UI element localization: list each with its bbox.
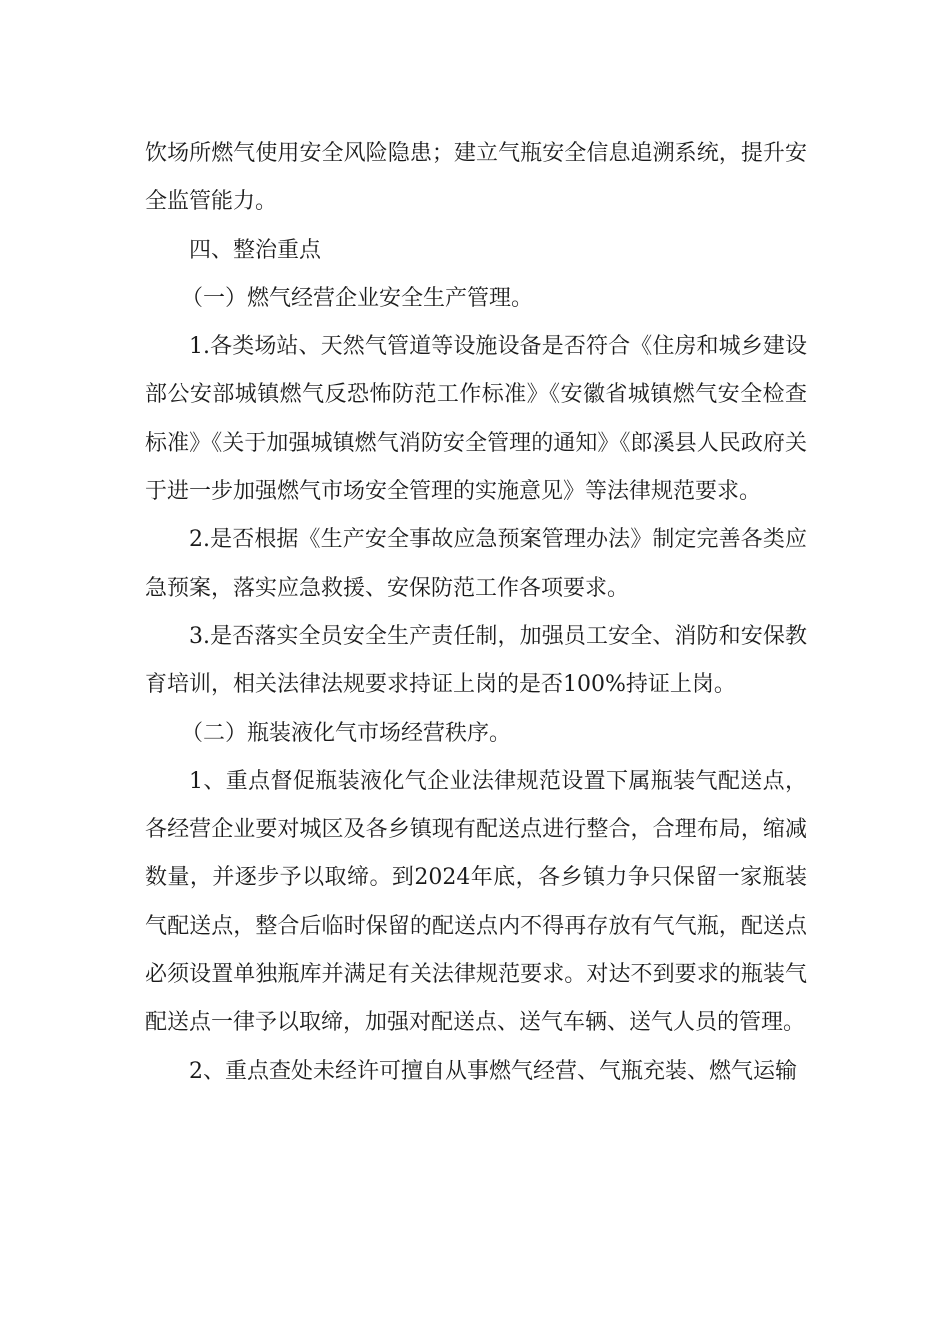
- paragraph-continuation: 饮场所燃气使用安全风险隐患；建立气瓶安全信息追溯系统，提升安全监管能力。: [145, 141, 807, 215]
- paragraph-item-1-1: 1.各类场站、天然气管道等设施设备是否符合《住房和城乡建设部公安部城镇燃气反恐怖防范工作标准》《安徽省城镇燃气安全检查标准》《关于加强城镇燃气消防安全管理的通知》《郎溪县人民政府关于进一步加强燃气市场安全管理的实施意见》等法律规范要求。: [145, 334, 807, 505]
- subsection-heading-2: （二）瓶装液化气市场经营秩序。: [181, 720, 512, 746]
- paragraph-item-2-2: 2、重点查处未经许可擅自从事燃气经营、气瓶充装、燃气运输: [189, 1058, 797, 1084]
- document-body: [145, 130, 807, 1096]
- paragraph-item-1-3: 3.是否落实全员安全生产责任制，加强员工安全、消防和安保教育培训，相关法律法规要求持证上岗的是否100%持证上岗。: [145, 623, 807, 698]
- paragraph-item-1-2: 2.是否根据《生产安全事故应急预案管理办法》制定完善各类应急预案，落实应急救援、安保防范工作各项要求。: [145, 527, 807, 601]
- subsection-heading-1: （一）燃气经营企业安全生产管理。: [181, 285, 534, 311]
- section-heading-4: 四、整治重点: [189, 237, 322, 263]
- paragraph-item-2-1: 1、重点督促瓶装液化气企业法律规范设置下属瓶装气配送点，各经营企业要对城区及各乡镇现有配送点进行整合，合理布局，缩减数量，并逐步予以取缔。到2024年底，各乡镇力争只保留一家瓶装气配送点，整合后临时保留的配送点内不得再存放有气气瓶，配送点必须设置单独瓶库并满足有关法律规范要求。对达不到要求的瓶装气配送点一律予以取缔，加强对配送点、送气车辆、送气人员的管理。: [145, 768, 807, 1036]
